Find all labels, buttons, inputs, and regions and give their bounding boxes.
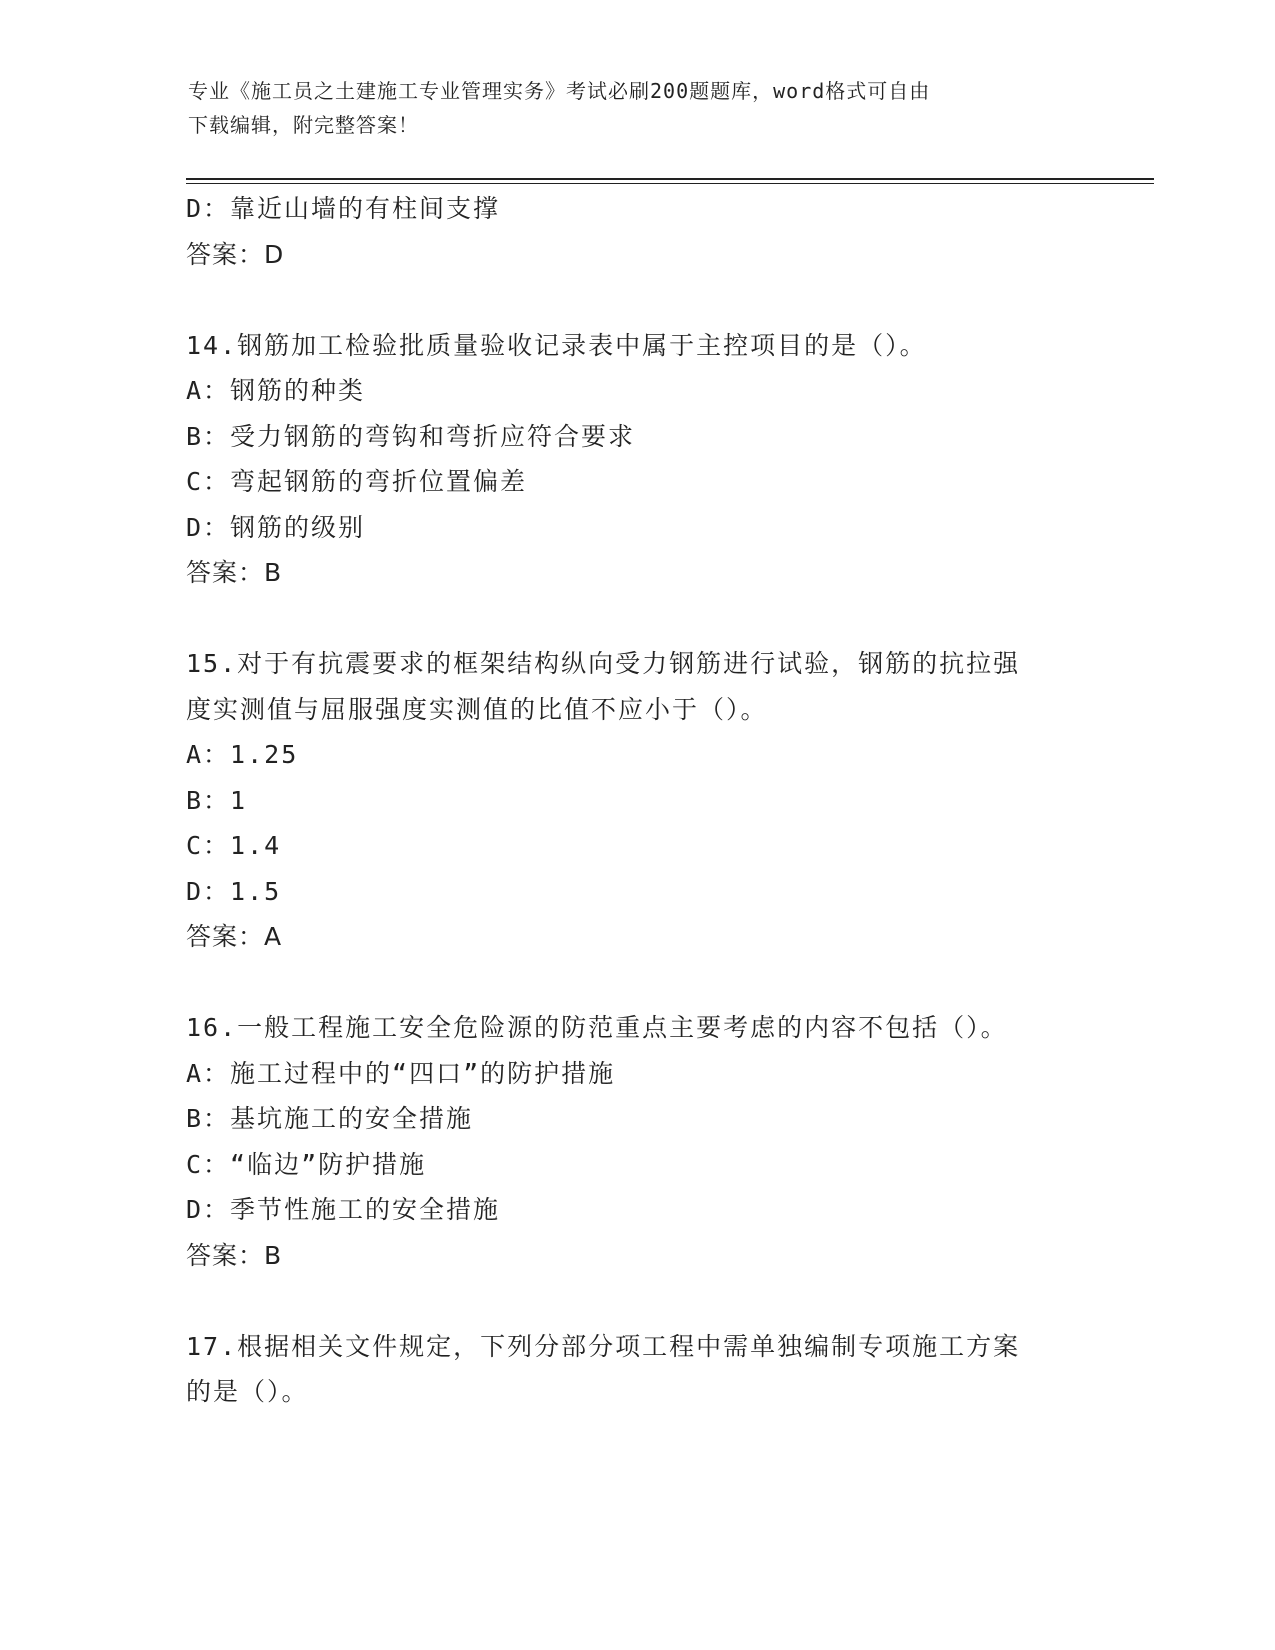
question-14 bbox=[186, 323, 1086, 596]
option-a: A：1.25 bbox=[186, 740, 299, 769]
header-line-2: 下载编辑，附完整答案！ bbox=[188, 113, 419, 137]
option-a: A：钢筋的种类 bbox=[186, 376, 366, 405]
option-d: D：1.5 bbox=[186, 876, 282, 906]
option-c: C：“临边”防护措施 bbox=[186, 1149, 427, 1179]
answer-line: 答案：B bbox=[186, 558, 283, 587]
document-header bbox=[188, 74, 1088, 142]
question-stem-line-2: 的是（）。 bbox=[186, 1377, 309, 1406]
question-stem: 16.一般工程施工安全危险源的防范重点主要考虑的内容不包括（）。 bbox=[186, 1013, 1008, 1042]
answer-line: 答案：A bbox=[186, 922, 283, 951]
spacer bbox=[186, 596, 1086, 642]
answer-line: 答案：D bbox=[186, 239, 285, 269]
header-divider-thin bbox=[186, 183, 1154, 184]
question-17 bbox=[186, 1324, 1086, 1415]
option-b: B：受力钢筋的弯钩和弯折应符合要求 bbox=[186, 421, 636, 451]
question-15 bbox=[186, 641, 1086, 960]
question-13-continued bbox=[186, 186, 1086, 277]
spacer bbox=[186, 277, 1086, 323]
question-stem-line-1: 15.对于有抗震要求的框架结构纵向受力钢筋进行试验，钢筋的抗拉强 bbox=[186, 649, 1021, 678]
question-stem-line-2: 度实测值与屈服强度实测值的比值不应小于（）。 bbox=[186, 694, 768, 724]
option-b: B：基坑施工的安全措施 bbox=[186, 1104, 474, 1133]
spacer bbox=[186, 960, 1086, 1006]
question-16 bbox=[186, 1005, 1086, 1278]
question-stem: 14.钢筋加工检验批质量验收记录表中属于主控项目的是（）。 bbox=[186, 330, 927, 360]
answer-line: 答案：B bbox=[186, 1240, 283, 1270]
option-c: C：1.4 bbox=[186, 831, 282, 860]
option-d: D：钢筋的级别 bbox=[186, 512, 366, 542]
spacer bbox=[186, 1278, 1086, 1324]
option-b: B：1 bbox=[186, 785, 248, 815]
option-c: C：弯起钢筋的弯折位置偏差 bbox=[186, 467, 528, 496]
option-d: D：季节性施工的安全措施 bbox=[186, 1195, 501, 1224]
question-stem-line-1: 17.根据相关文件规定，下列分部分项工程中需单独编制专项施工方案 bbox=[186, 1331, 1021, 1361]
option-d: D：靠近山墙的有柱间支撑 bbox=[186, 194, 501, 223]
header-divider-thick bbox=[186, 178, 1154, 180]
option-a: A：施工过程中的“四口”的防护措施 bbox=[186, 1058, 616, 1088]
header-line-1: 专业《施工员之土建施工专业管理实务》考试必刷200题题库，word格式可自由 bbox=[188, 79, 931, 103]
question-list bbox=[186, 186, 1086, 1415]
